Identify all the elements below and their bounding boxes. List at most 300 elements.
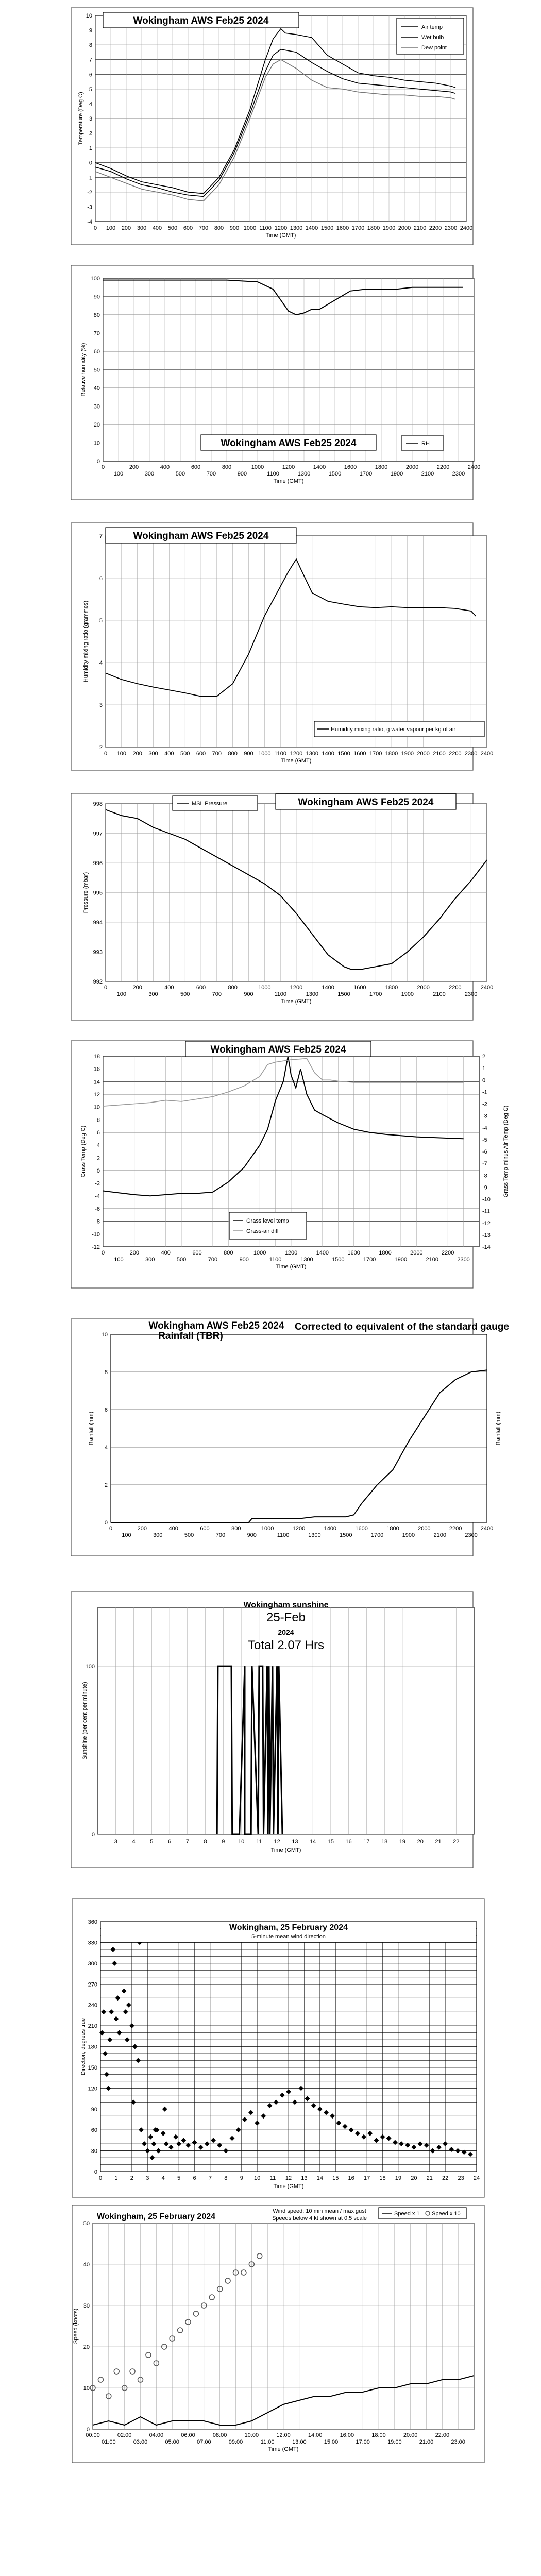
x-tick-label: 1200 bbox=[282, 464, 295, 470]
x-tick-label: 1800 bbox=[385, 985, 398, 991]
x-tick-label: 900 bbox=[239, 1257, 249, 1263]
x-tick-label: 1900 bbox=[390, 471, 403, 477]
x-tick-label: 19 bbox=[399, 1839, 406, 1845]
y-tick-label: 14 bbox=[93, 1079, 100, 1086]
x-tick-label: 2300 bbox=[465, 1532, 478, 1538]
x-tick-label: 12 bbox=[285, 2175, 292, 2181]
x-tick-label: 14 bbox=[310, 1839, 316, 1845]
plot-area bbox=[111, 1334, 487, 1522]
x-tick-label: 1800 bbox=[367, 225, 380, 231]
y2-tick-label: 1 bbox=[482, 1065, 486, 1072]
x-tick-label: 04:00 bbox=[149, 2432, 164, 2438]
x-tick-label: 1600 bbox=[353, 751, 366, 757]
x-tick-label: 01:00 bbox=[102, 2439, 116, 2445]
chart-year: 2024 bbox=[278, 1628, 294, 1636]
rainfall-chart bbox=[0, 1316, 541, 1558]
y-tick-label: 20 bbox=[83, 2344, 90, 2350]
y-tick-label: 994 bbox=[93, 920, 103, 926]
chart-subtitle-2: Speeds below 4 kt shown at 0.5 scale bbox=[272, 2215, 367, 2222]
y-axis-label: Pressure (mbar) bbox=[83, 872, 89, 913]
x-tick-label: 2400 bbox=[480, 1526, 494, 1532]
grass-temperature-chart-panel bbox=[0, 1038, 541, 1291]
x-tick-label: 23:00 bbox=[451, 2439, 465, 2445]
x-tick-label: 100 bbox=[116, 751, 127, 757]
x-tick-label: 14:00 bbox=[308, 2432, 323, 2438]
y-tick-label: 993 bbox=[93, 949, 103, 956]
x-tick-label: 100 bbox=[113, 471, 124, 477]
x-tick-label: 1000 bbox=[243, 225, 257, 231]
y2-tick-label: -11 bbox=[482, 1208, 491, 1215]
x-tick-label: 2400 bbox=[467, 464, 481, 470]
x-tick-label: 200 bbox=[121, 225, 131, 231]
x-tick-label: 300 bbox=[145, 1257, 155, 1263]
x-tick-label: 1400 bbox=[305, 225, 318, 231]
x-tick-label: 3 bbox=[146, 2175, 149, 2181]
y2-tick-label: -3 bbox=[482, 1113, 487, 1120]
y-tick-label: 10 bbox=[93, 440, 100, 447]
x-tick-label: 900 bbox=[244, 991, 253, 997]
y-tick-label: 330 bbox=[88, 1940, 97, 1946]
x-tick-label: 500 bbox=[180, 751, 190, 757]
x-tick-label: 2400 bbox=[480, 751, 494, 757]
legend-label: Humidity mixing ratio, g water vapour per kg of air bbox=[331, 726, 456, 733]
y-tick-label: -12 bbox=[92, 1244, 100, 1250]
x-tick-label: 1700 bbox=[370, 1532, 384, 1538]
x-tick-label: 2300 bbox=[452, 471, 465, 477]
y-tick-label: 10 bbox=[101, 1332, 108, 1338]
x-tick-label: 1700 bbox=[369, 991, 382, 997]
y2-tick-label: 0 bbox=[482, 1077, 486, 1084]
x-tick-label: 700 bbox=[212, 991, 222, 997]
y-tick-label: 270 bbox=[88, 1981, 97, 1988]
y-tick-label: 995 bbox=[93, 890, 103, 896]
y-axis-label: Direction, degrees true bbox=[80, 2018, 87, 2076]
y-tick-label: 100 bbox=[85, 1664, 95, 1670]
x-tick-label: 0 bbox=[101, 464, 105, 470]
y-tick-label: 16 bbox=[93, 1066, 100, 1073]
x-tick-label: 1200 bbox=[290, 985, 303, 991]
y-tick-label: 150 bbox=[88, 2064, 97, 2071]
y-tick-label: 4 bbox=[96, 1142, 100, 1149]
wind-speed-chart bbox=[0, 2202, 541, 2465]
x-tick-label: 1300 bbox=[290, 225, 303, 231]
chart-title: Wokingham, 25 February 2024 bbox=[229, 1923, 348, 1932]
y-tick-label: 0 bbox=[104, 1520, 108, 1526]
x-tick-label: 400 bbox=[168, 1526, 178, 1532]
x-tick-label: 4 bbox=[132, 1839, 136, 1845]
legend-label: Air temp bbox=[421, 24, 443, 30]
x-tick-label: 6 bbox=[167, 1839, 172, 1845]
x-tick-label: 12 bbox=[274, 1839, 280, 1845]
x-tick-label: 1100 bbox=[269, 1257, 282, 1263]
y-tick-label: 18 bbox=[93, 1054, 100, 1060]
x-tick-label: 700 bbox=[198, 225, 209, 231]
y-tick-label: 1 bbox=[89, 145, 92, 152]
x-tick-label: 200 bbox=[129, 464, 139, 470]
x-axis-label: Time (GMT) bbox=[270, 1847, 301, 1853]
x-tick-label: 900 bbox=[229, 225, 240, 231]
legend bbox=[402, 435, 443, 451]
x-tick-label: 2000 bbox=[398, 225, 411, 231]
x-tick-label: 0 bbox=[101, 1250, 105, 1256]
x-tick-label: 1400 bbox=[322, 751, 334, 757]
y-tick-label: 5 bbox=[99, 618, 103, 624]
y-tick-label: -2 bbox=[95, 1180, 100, 1187]
y-axis-label-left: Rainfall (mm) bbox=[88, 1411, 94, 1446]
y2-tick-label: -13 bbox=[482, 1232, 491, 1239]
x-tick-label: 7 bbox=[185, 1839, 189, 1845]
x-tick-label: 10 bbox=[254, 2175, 261, 2181]
x-tick-label: 1800 bbox=[379, 1250, 392, 1256]
y-tick-label: 240 bbox=[88, 2002, 97, 2009]
y-tick-label: 30 bbox=[93, 403, 100, 410]
legend-box bbox=[229, 1212, 307, 1239]
y-tick-label: 10 bbox=[93, 1104, 100, 1111]
x-tick-label: 20 bbox=[411, 2175, 417, 2181]
mixing-ratio-chart-panel bbox=[0, 520, 541, 773]
y-tick-label: 10 bbox=[86, 13, 92, 19]
x-tick-label: 1600 bbox=[347, 1250, 360, 1256]
y2-tick-label: -10 bbox=[482, 1196, 491, 1203]
wind-speed-chart-panel bbox=[0, 2202, 541, 2465]
legend-label: Speed x 1 bbox=[394, 2211, 420, 2217]
x-tick-label: 1800 bbox=[386, 1526, 399, 1532]
x-tick-label: 300 bbox=[148, 751, 158, 757]
x-tick-label: 1400 bbox=[322, 985, 334, 991]
y-tick-label: 3 bbox=[99, 702, 103, 708]
x-tick-label: 700 bbox=[212, 751, 222, 757]
x-tick-label: 900 bbox=[244, 751, 253, 757]
y-tick-label: 40 bbox=[83, 2262, 90, 2268]
x-tick-label: 0 bbox=[104, 751, 108, 757]
x-axis-label: Time (GMT) bbox=[265, 232, 296, 239]
x-tick-label: 1500 bbox=[332, 1257, 345, 1263]
x-tick-label: 500 bbox=[167, 225, 178, 231]
y-tick-label: 4 bbox=[104, 1445, 108, 1451]
x-axis-label: Time (GMT) bbox=[276, 1264, 307, 1270]
y-tick-label: 8 bbox=[96, 1117, 100, 1124]
x-tick-label: 02:00 bbox=[117, 2432, 132, 2438]
x-tick-label: 21:00 bbox=[419, 2439, 434, 2445]
x-tick-label: 400 bbox=[161, 1250, 171, 1256]
y-tick-label: 120 bbox=[88, 2086, 97, 2092]
chart-title: Wokingham AWS Feb25 2024 bbox=[133, 15, 269, 26]
x-tick-label: 200 bbox=[129, 1250, 140, 1256]
x-tick-label: 2100 bbox=[433, 751, 446, 757]
x-tick-label: 1600 bbox=[355, 1526, 368, 1532]
x-tick-label: 1100 bbox=[267, 471, 279, 477]
y-tick-label: 6 bbox=[104, 1407, 108, 1413]
sunshine-chart-panel bbox=[0, 1589, 541, 1870]
x-tick-label: 800 bbox=[214, 225, 224, 231]
y-axis-label-right: Rainfall (mm) bbox=[495, 1411, 501, 1446]
x-tick-label: 500 bbox=[176, 1257, 187, 1263]
x-tick-label: 1700 bbox=[359, 471, 373, 477]
legend-label: Speed x 10 bbox=[432, 2211, 461, 2217]
x-tick-label: 1800 bbox=[375, 464, 388, 470]
sunshine-chart bbox=[0, 1589, 541, 1870]
x-tick-label: 600 bbox=[183, 225, 193, 231]
legend bbox=[173, 796, 258, 810]
y-tick-label: 60 bbox=[91, 2127, 97, 2134]
x-tick-label: 500 bbox=[175, 471, 185, 477]
y-tick-label: 210 bbox=[88, 2023, 97, 2030]
x-tick-label: 1300 bbox=[308, 1532, 321, 1538]
x-tick-label: 400 bbox=[164, 751, 174, 757]
legend bbox=[379, 2208, 466, 2219]
x-tick-label: 17 bbox=[363, 2175, 370, 2181]
rainfall-chart-panel bbox=[0, 1316, 541, 1558]
chart-title: Wokingham AWS Feb25 2024 bbox=[298, 797, 434, 808]
y-tick-label: 60 bbox=[93, 349, 100, 355]
x-tick-label: 15 bbox=[332, 2175, 339, 2181]
y-tick-label: 5 bbox=[89, 86, 92, 93]
y2-tick-label: -14 bbox=[482, 1244, 491, 1250]
x-tick-label: 1700 bbox=[363, 1257, 376, 1263]
x-tick-label: 1500 bbox=[328, 471, 342, 477]
x-tick-label: 1200 bbox=[290, 751, 303, 757]
x-tick-label: 1000 bbox=[251, 464, 264, 470]
y-tick-label: 20 bbox=[93, 422, 100, 428]
wind-direction-chart-panel bbox=[0, 1896, 541, 2200]
x-axis-label: Time (GMT) bbox=[273, 2183, 304, 2190]
x-tick-label: 500 bbox=[180, 991, 190, 997]
x-tick-label: 15 bbox=[327, 1839, 334, 1845]
x-tick-label: 22 bbox=[442, 2175, 449, 2181]
y-tick-label: 90 bbox=[93, 294, 100, 300]
x-tick-label: 8 bbox=[224, 2175, 228, 2181]
y-tick-label: 6 bbox=[99, 575, 103, 582]
y-tick-label: 997 bbox=[93, 831, 103, 837]
y-axis-label-left: Grass Temp (Deg C) bbox=[80, 1125, 87, 1178]
y-tick-label: 12 bbox=[93, 1092, 100, 1098]
wind-direction-chart bbox=[0, 1896, 541, 2200]
x-tick-label: 17:00 bbox=[356, 2439, 370, 2445]
x-tick-label: 20 bbox=[417, 1839, 424, 1845]
y2-tick-label: -1 bbox=[482, 1089, 487, 1096]
x-tick-label: 600 bbox=[200, 1526, 210, 1532]
x-tick-label: 1200 bbox=[274, 225, 288, 231]
x-tick-label: 1600 bbox=[336, 225, 349, 231]
x-tick-label: 2300 bbox=[457, 1257, 470, 1263]
x-tick-label: 1100 bbox=[277, 1532, 290, 1538]
x-tick-label: 3 bbox=[114, 1839, 117, 1845]
x-tick-label: 2200 bbox=[441, 1250, 454, 1256]
relative-humidity-chart-panel bbox=[0, 263, 541, 502]
x-axis-label: Time (GMT) bbox=[281, 998, 312, 1005]
x-tick-label: 1000 bbox=[253, 1250, 266, 1256]
x-tick-label: 2100 bbox=[433, 1532, 446, 1538]
x-tick-label: 5 bbox=[177, 2175, 181, 2181]
x-tick-label: 2200 bbox=[429, 225, 442, 231]
y2-tick-label: -12 bbox=[482, 1220, 491, 1227]
x-tick-label: 03:00 bbox=[133, 2439, 148, 2445]
x-tick-label: 23 bbox=[458, 2175, 464, 2181]
x-tick-label: 11 bbox=[256, 1839, 262, 1845]
x-axis-label: Time (GMT) bbox=[281, 758, 312, 764]
x-tick-label: 800 bbox=[228, 985, 238, 991]
x-tick-label: 14 bbox=[316, 2175, 323, 2181]
x-tick-label: 7 bbox=[208, 2175, 212, 2181]
y2-tick-label: -7 bbox=[482, 1161, 487, 1167]
y-tick-label: 30 bbox=[91, 2148, 97, 2155]
x-tick-label: 16 bbox=[348, 2175, 354, 2181]
x-tick-label: 1400 bbox=[313, 464, 326, 470]
x-tick-label: 2400 bbox=[480, 985, 494, 991]
y-tick-label: 998 bbox=[93, 801, 103, 807]
y-tick-label: 70 bbox=[93, 330, 100, 337]
x-tick-label: 100 bbox=[106, 225, 116, 231]
x-tick-label: 0 bbox=[93, 225, 97, 231]
x-tick-label: 00:00 bbox=[86, 2432, 100, 2438]
y-tick-label: 992 bbox=[93, 979, 103, 985]
x-tick-label: 1 bbox=[114, 2175, 118, 2181]
x-tick-label: 16:00 bbox=[340, 2432, 354, 2438]
y-tick-label: 90 bbox=[91, 2106, 97, 2113]
x-tick-label: 1100 bbox=[274, 991, 286, 997]
pressure-chart bbox=[0, 791, 541, 1023]
y-tick-label: 4 bbox=[99, 660, 103, 666]
x-tick-label: 1500 bbox=[337, 991, 350, 997]
y-tick-label: 0 bbox=[94, 2169, 97, 2175]
x-tick-label: 22:00 bbox=[435, 2432, 450, 2438]
x-tick-label: 1700 bbox=[369, 751, 382, 757]
x-tick-label: 300 bbox=[144, 471, 155, 477]
x-tick-label: 200 bbox=[132, 985, 142, 991]
y2-tick-label: -5 bbox=[482, 1137, 487, 1143]
x-tick-label: 2300 bbox=[464, 991, 478, 997]
x-tick-label: 1600 bbox=[344, 464, 357, 470]
x-tick-label: 800 bbox=[228, 751, 238, 757]
y-axis-label-right: Grass Temp minus Air Temp (Deg C) bbox=[503, 1105, 509, 1198]
x-tick-label: 900 bbox=[237, 471, 247, 477]
x-tick-label: 600 bbox=[196, 751, 206, 757]
y-axis-label: Temperature (Deg C) bbox=[78, 92, 84, 145]
y-tick-label: 6 bbox=[96, 1130, 100, 1136]
y-tick-label: 50 bbox=[93, 367, 100, 374]
x-tick-label: 11:00 bbox=[260, 2439, 275, 2445]
x-tick-label: 06:00 bbox=[181, 2432, 195, 2438]
x-tick-label: 1000 bbox=[258, 985, 271, 991]
y-tick-label: 300 bbox=[88, 1960, 97, 1967]
y-tick-label: 8 bbox=[89, 42, 92, 49]
x-tick-label: 12:00 bbox=[276, 2432, 291, 2438]
x-tick-label: 2100 bbox=[421, 471, 434, 477]
y-axis-label: Sunshine (per cent per minute) bbox=[82, 1682, 88, 1760]
relative-humidity-chart bbox=[0, 263, 541, 502]
x-tick-label: 4 bbox=[161, 2175, 165, 2181]
x-tick-label: 1300 bbox=[306, 751, 319, 757]
x-tick-label: 1300 bbox=[300, 1257, 313, 1263]
x-tick-label: 20:00 bbox=[403, 2432, 418, 2438]
y-tick-label: 360 bbox=[88, 1919, 97, 1925]
y-tick-label: 7 bbox=[89, 57, 92, 63]
x-tick-label: 2400 bbox=[460, 225, 473, 231]
x-tick-label: 2000 bbox=[405, 464, 419, 470]
y2-tick-label: -9 bbox=[482, 1184, 487, 1191]
x-tick-label: 300 bbox=[153, 1532, 163, 1538]
y-tick-label: -4 bbox=[87, 219, 92, 225]
y-tick-label: -4 bbox=[95, 1193, 100, 1200]
x-tick-label: 700 bbox=[206, 471, 216, 477]
legend bbox=[314, 721, 484, 737]
x-tick-label: 21 bbox=[426, 2175, 433, 2181]
y-tick-label: 2 bbox=[89, 130, 92, 137]
x-tick-label: 1300 bbox=[306, 991, 319, 997]
x-tick-label: 100 bbox=[114, 1257, 124, 1263]
x-tick-label: 1800 bbox=[385, 751, 398, 757]
y2-tick-label: -4 bbox=[482, 1125, 487, 1131]
y-tick-label: -6 bbox=[95, 1206, 100, 1212]
y-tick-label: 10 bbox=[83, 2385, 90, 2392]
chart-subtitle-1: Wind speed: 10 min mean / max gust bbox=[273, 2208, 366, 2214]
x-tick-label: 1900 bbox=[394, 1257, 408, 1263]
x-tick-label: 2200 bbox=[449, 751, 462, 757]
x-tick-label: 2 bbox=[130, 2175, 133, 2181]
x-tick-label: 2000 bbox=[410, 1250, 423, 1256]
x-tick-label: 18 bbox=[381, 1839, 388, 1845]
y-tick-label: -2 bbox=[87, 189, 92, 196]
legend-label: Wet bulb bbox=[421, 35, 444, 41]
y-tick-label: 40 bbox=[93, 385, 100, 392]
y2-tick-label: -2 bbox=[482, 1101, 487, 1108]
y2-tick-label: -8 bbox=[482, 1173, 487, 1179]
x-tick-label: 0 bbox=[109, 1526, 113, 1532]
x-tick-label: 400 bbox=[160, 464, 170, 470]
x-tick-label: 800 bbox=[231, 1526, 241, 1532]
x-tick-label: 18 bbox=[379, 2175, 386, 2181]
x-tick-label: 10:00 bbox=[244, 2432, 259, 2438]
x-tick-label: 24 bbox=[473, 2175, 480, 2181]
y-tick-label: 2 bbox=[99, 744, 103, 751]
x-tick-label: 1200 bbox=[292, 1526, 306, 1532]
x-tick-label: 1900 bbox=[382, 225, 396, 231]
x-tick-label: 15:00 bbox=[324, 2439, 339, 2445]
x-tick-label: 100 bbox=[122, 1532, 131, 1538]
y-axis-label: Humidity mixing ratio (grammes) bbox=[83, 600, 89, 683]
x-tick-label: 700 bbox=[215, 1532, 226, 1538]
legend-label: Dew point bbox=[421, 45, 447, 51]
x-tick-label: 13:00 bbox=[292, 2439, 307, 2445]
x-tick-label: 6 bbox=[193, 2175, 196, 2181]
x-tick-label: 1000 bbox=[261, 1526, 274, 1532]
y2-tick-label: 2 bbox=[482, 1054, 486, 1060]
y-axis-label: Speed (knots) bbox=[73, 2308, 79, 2344]
legend bbox=[229, 1212, 307, 1239]
x-tick-label: 900 bbox=[247, 1532, 257, 1538]
chart-title: Wokingham AWS Feb25 2024 bbox=[133, 531, 269, 541]
x-tick-label: 22 bbox=[453, 1839, 460, 1845]
chart-subtitle: 5-minute mean wind direction bbox=[251, 1934, 326, 1940]
legend-label: Grass-air diff bbox=[246, 1228, 279, 1234]
temperature-chart bbox=[0, 5, 541, 247]
x-tick-label: 19:00 bbox=[387, 2439, 402, 2445]
y-tick-label: 996 bbox=[93, 860, 103, 867]
x-tick-label: 5 bbox=[150, 1839, 154, 1845]
x-tick-label: 1500 bbox=[337, 751, 350, 757]
x-tick-label: 2200 bbox=[449, 1526, 462, 1532]
x-tick-label: 1900 bbox=[402, 1532, 415, 1538]
x-tick-label: 10 bbox=[238, 1839, 245, 1845]
x-tick-label: 1400 bbox=[324, 1526, 337, 1532]
x-tick-label: 2300 bbox=[464, 751, 478, 757]
x-tick-label: 1500 bbox=[320, 225, 334, 231]
legend-label: RH bbox=[421, 440, 430, 447]
y-tick-label: -3 bbox=[87, 204, 92, 211]
y-tick-label: 9 bbox=[89, 27, 92, 34]
x-tick-label: 800 bbox=[222, 464, 232, 470]
x-tick-label: 13 bbox=[292, 1839, 298, 1845]
